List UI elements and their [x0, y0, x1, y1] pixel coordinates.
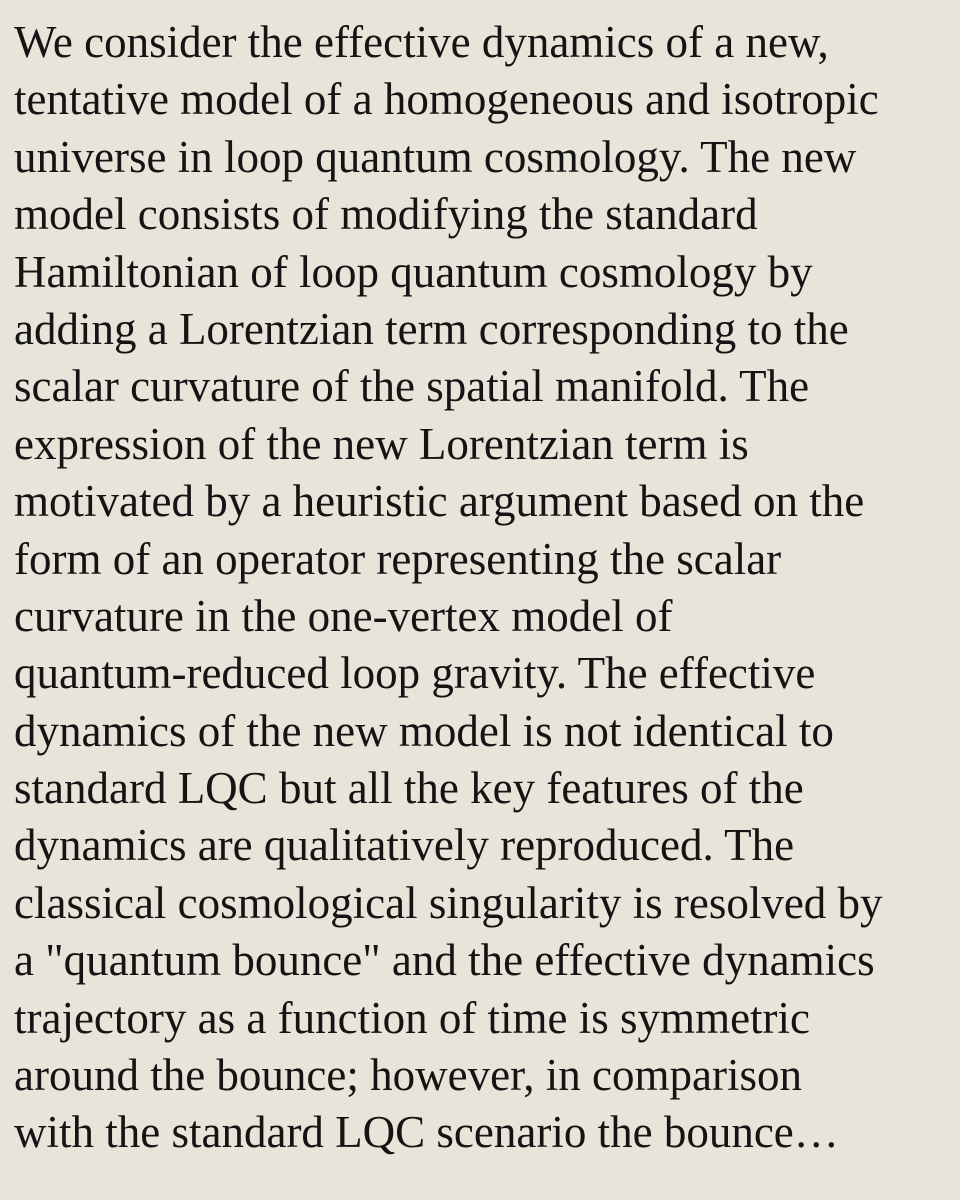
- abstract-line: with the standard LQC scenario the bounce…: [14, 1107, 839, 1158]
- abstract-line: dynamics of the new model is not identical to: [14, 705, 834, 756]
- abstract-text: [14, 14, 948, 1162]
- abstract-line: dynamics are qualitatively reproduced. The: [14, 820, 795, 871]
- abstract-line: a "quantum bounce" and the effective dynamics: [14, 935, 875, 986]
- abstract-line: classical cosmological singularity is resolved by: [14, 877, 883, 928]
- abstract-line: trajectory as a function of time is symmetric: [14, 992, 811, 1043]
- abstract-line: quantum-reduced loop gravity. The effective: [14, 648, 816, 699]
- abstract-line: scalar curvature of the spatial manifold. The: [14, 361, 810, 412]
- abstract-line: around the bounce; however, in comparison: [14, 1050, 802, 1101]
- abstract-line: universe in loop quantum cosmology. The new: [14, 131, 857, 182]
- abstract-line: motivated by a heuristic argument based on the: [14, 476, 865, 527]
- abstract-line: Hamiltonian of loop quantum cosmology by: [14, 246, 813, 297]
- abstract-line: We consider the effective dynamics of a new,: [14, 17, 829, 67]
- abstract-line: standard LQC but all the key features of the: [14, 763, 804, 814]
- abstract-line: curvature in the one-vertex model of: [14, 590, 673, 641]
- abstract-line: adding a Lorentzian term corresponding to the: [14, 303, 849, 354]
- abstract-line: tentative model of a homogeneous and isotropic: [14, 74, 879, 125]
- abstract-line: model consists of modifying the standard: [14, 189, 758, 240]
- abstract-line: expression of the new Lorentzian term is: [14, 418, 749, 469]
- abstract-line: form of an operator representing the scalar: [14, 533, 782, 584]
